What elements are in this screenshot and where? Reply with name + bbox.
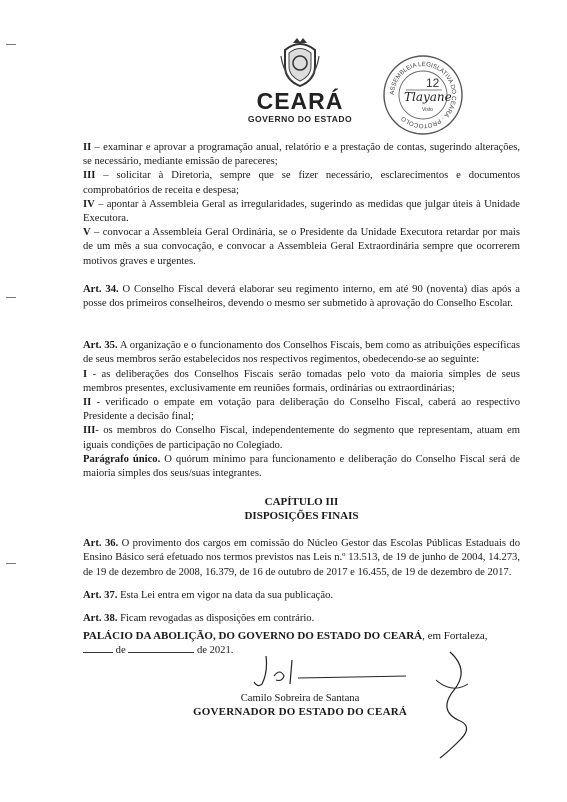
stamp-arc-text: ASSEMBLEIA LEGISLATIVA DO CEARÁ · PROTOCOLO <box>388 60 458 130</box>
item-v: V – convocar a Assembleia Geral Ordinária, se o Presidente da Unidade Executora retardar por mais de um mês a sua convocação, e convocar a Assembleia Geral Extraordinária sempre que ocorrerem motivos graves e urgentes. <box>83 227 520 267</box>
signature-block <box>150 692 450 719</box>
art35-paragraph-unico: Parágrafo único. O quórum mínimo para funcionamento e deliberação do Conselho Fiscal será de maioria simples dos seus/suas integrantes. <box>83 453 520 480</box>
scan-margin-mark <box>6 44 16 45</box>
scan-margin-mark <box>6 297 16 298</box>
date-line: de de 2021. <box>83 643 520 658</box>
article-38: Art. 38. Ficam revogadas as disposições em contrário. <box>83 613 315 625</box>
governor-signature <box>238 650 408 690</box>
stamp-signature: Tlayane <box>404 90 452 104</box>
chapter-subtitle: DISPOSIÇÕES FINAIS <box>244 510 359 523</box>
signer-name: Camilo Sobreira de Santana <box>240 693 360 704</box>
art35-item-i: I - as deliberações dos Conselhos Fiscais serão tomadas pelo voto da maioria simples de seus membros presentes, exclusivamente em reuniões formais, ordinárias ou extraordinárias; <box>83 368 520 394</box>
stamp-sub: Visto <box>422 107 434 113</box>
chapter-title: CAPÍTULO III <box>264 496 339 509</box>
stamp-number: 12 <box>426 76 440 90</box>
palace-line: PALÁCIO DA ABOLIÇÃO, DO GOVERNO DO ESTADO DO CEARÁ, em Fortaleza, <box>83 630 488 643</box>
article-36: Art. 36. O provimento dos cargos em comissão do Núcleo Gestor das Escolas Públicas Estaduais do Ensino Básico será efetuado nos termos previstos nas Leis n.º 13.513, de 19 de junho de 2004, 14.273, de 19 de dezembro de 2008, 16.379, de 16 de outubro de 2017 e 16.455, de 19 de dezembro de 2017. <box>83 538 520 578</box>
document-body <box>83 141 520 659</box>
scan-margin-mark <box>6 563 16 564</box>
article-35: Art. 35. A organização e o funcionamento dos Conselhos Fiscais, bem como as atribuições específicas de seus membros serão estabelecidos nos respectivos regimentos, obedecendo-se ao seguinte: <box>83 340 520 366</box>
state-crest-icon <box>279 36 321 88</box>
signer-title: GOVERNADOR DO ESTADO DO CEARÁ <box>193 706 407 718</box>
art35-item-ii: II - verificado o empate em votação para deliberação do Conselho Fiscal, caberá ao respectivo Presidente a decisão final; <box>83 397 520 423</box>
item-ii: II – examinar e aprovar a programação anual, relatório e a prestação de contas, sugerindo alterações, se necessário, mediante emissão de pareceres; <box>83 142 520 168</box>
article-37: Art. 37. Esta Lei entra em vigor na data da sua publicação. <box>83 589 334 601</box>
brand-title: CEARÁ <box>256 88 344 114</box>
brand-subtitle: GOVERNO DO ESTADO <box>247 114 353 124</box>
article-34: Art. 34. O Conselho Fiscal deverá elaborar seu regimento interno, em até 90 (noventa) dias após a posse dos primeiros conselheiros, devendo o mesmo ser submetido à aprovação do Conselho Escolar. <box>83 283 521 310</box>
art35-item-iii: III- os membros do Conselho Fiscal, independentemente do segmento que representam, atuam em iguais condições de participação no Colegiado. <box>83 425 520 451</box>
item-iv: IV – apontar à Assembleia Geral as irregularidades, sugerindo as medidas que julgar úteis à Unidade Executora. <box>83 198 520 225</box>
item-iii: III – solicitar à Diretoria, sempre que se fizer necessário, esclarecimentos e documentos comprobatórios de receita e despesa; <box>83 170 520 196</box>
protocol-stamp <box>382 54 464 136</box>
